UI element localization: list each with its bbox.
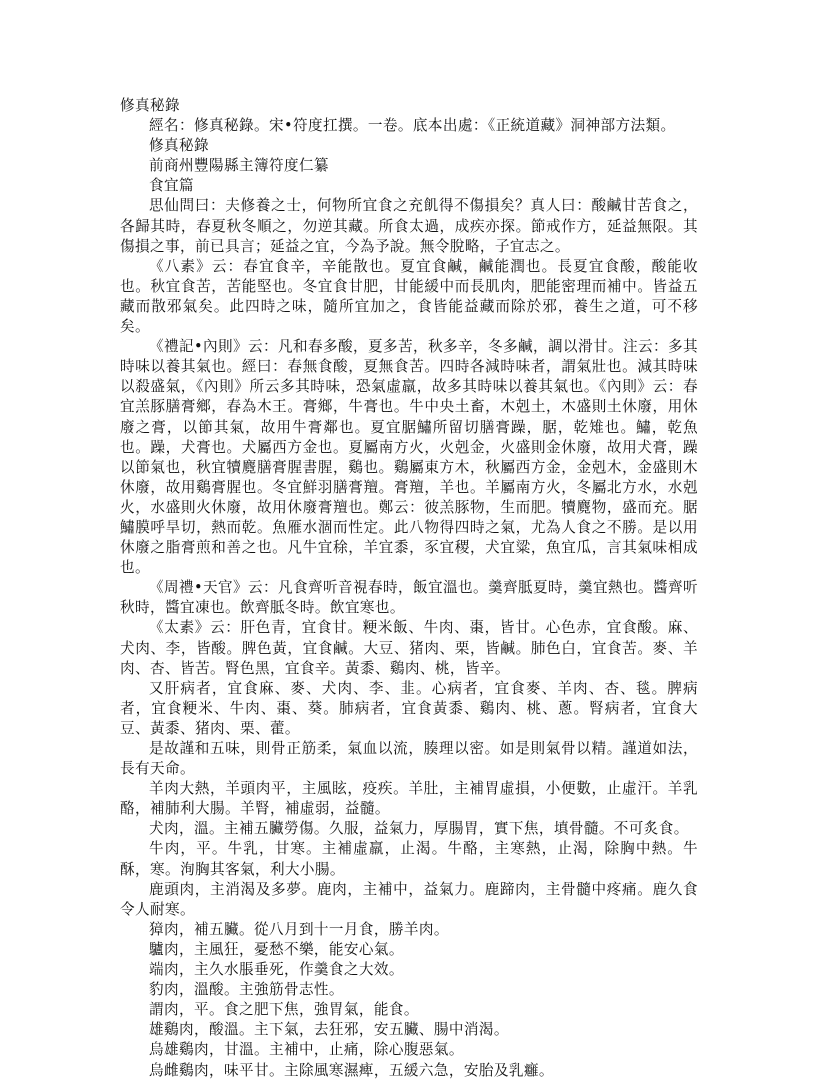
paragraph: 端肉，主久水脹垂死，作羹食之大效。: [149, 961, 404, 979]
paragraph: 鹿頭肉，主消渴及多夢。鹿肉，主補中，益氣力。鹿蹄肉，主骨髓中疼痛。鹿久食令人耐寒。: [120, 880, 698, 918]
paragraph: 豹肉，溫酸。主強筋骨志性。: [149, 981, 344, 999]
paragraph: 《太素》云：肝色青，宜食甘。粳米飯、牛肉、棗，皆甘。心色赤，宜食酸。麻、犬肉、李，皆酸。脾色黃，宜食鹹。大豆、猪肉、栗，皆鹹。肺色白，宜食苦。麥、羊肉、杏、皆苦。腎色黑，宜食辛。黃黍、鷄肉、桃，皆辛。: [120, 619, 698, 677]
paragraph: 思仙問曰：夫修養之士，何物所宜食之充飢得不傷損矣？真人曰：酸鹹甘苦食之，各歸其時，春夏秋冬順之，勿逆其藏。所食太過，成疾亦探。節戒作方，延益無限。其傷損之事，前已具言；延益之宜，今為予說。無令脫略，子宜志之。: [120, 197, 698, 255]
paragraph: 又肝病者，宜食麻、麥、犬肉、李、韭。心病者，宜食麥、羊肉、杏、毯。脾病者，宜食粳米、牛肉、棗、葵。肺病者，宜食黃黍、鷄肉、桃、蔥。腎病者，宜食大豆、黃黍、猪肉、栗、藿。: [120, 679, 698, 737]
paragraph: 驢肉，主風狂，憂愁不樂，能安心氣。: [149, 940, 404, 958]
paragraph: 謂肉，平。食之肥下焦，強胃氣，能食。: [149, 1001, 419, 1019]
paragraph: 《八素》云：春宜食辛，辛能散也。夏宜食鹹，鹹能潤也。長夏宜食酸，酸能收也。秋宜食苦，苦能堅也。冬宜食甘肥，甘能緩中而長肌肉，肥能密理而補中。皆益五藏而散邪氣矣。此四時之味，隨所宜加之，食皆能益藏而除於邪，養生之道，可不移矣。: [120, 257, 698, 336]
compiler-line: 前商州豐陽縣主簿符度仁纂: [149, 157, 329, 175]
book-title-line: 修真秘錄: [149, 137, 209, 155]
document-page: [120, 96, 698, 1081]
scripture-info-line: 經名：修真秘錄。宋•符度扛撰。一卷。底本出處：《正統道藏》洞神部方法類。: [149, 117, 676, 135]
paragraph: 是故謹和五味，則骨正筋柔，氣血以流，腠理以密。如是則氣骨以精。謹道如法，長有天命。: [120, 740, 698, 778]
paragraph: 《禮記•內則》云：凡和春多酸，夏多苦，秋多辛，冬多鹹，調以滑甘。注云：多其時味以養其氣也。經曰：春無食酸，夏無食苦。四時各減時味者，謂氣壯也。減其時味以殺盛氣，《內則》所云多其時味，恐氣虛羸，故多其時味以養其氣也。《內則》云：春宜羔豚膳膏鄉，春為木王。膏鄉，牛膏也。牛中央土畜，木剋土，木盛則土休廢，用休廢之膏，以節其氣，故用牛膏鄰也。夏宜腒鱐所留切膳膏躁，腒，乾雉也。鱐，乾魚也。躁，犬膏也。犬屬西方金也。夏屬南方火，火剋金，火盛則金休廢，故用犬膏，躁以節氣也，秋宜犢麑膳膏腥書腥，鷄也。鷄屬東方木，秋屬西方金，金剋木，金盛則木休廢，故用鷄膏腥也。冬宜鮮羽膳膏羶。膏羶，羊也。羊屬南方火，冬屬北方水，水剋火，水盛則火休廢，故用休廢膏羶也。鄭云：彼羔豚物，生而肥。犢麑物，盛而充。腒鱐膜呼旱切，熱而乾。魚雁水涸而性定。此八物得四時之氣，尤為人食之不勝。是以用休廢之脂膏煎和善之也。凡牛宜稌，羊宜黍，豕宜稷，犬宜粱，魚宜瓜，言其氣味相成也。: [120, 338, 698, 577]
paragraph: 雄鷄肉，酸溫。主下氣，去狂邪，安五臟、腸中消渴。: [149, 1021, 509, 1039]
paragraph: 犬肉，溫。主補五臟勞傷。久服，益氣力，厚腸胃，實下焦，填骨髓。不可炙食。: [149, 820, 689, 838]
paragraph: 烏雌鷄肉，味平甘。主除風寒濕痺，五緩六急，安胎及乳癰。: [149, 1061, 554, 1079]
paragraph: 羊肉大熱，羊頭肉平，主風眩，疫疾。羊肚，主補胃虛損，小便數，止虛汗。羊乳酪，補肺利大腸。羊腎，補虛弱，益髓。: [120, 780, 698, 818]
paragraph: 《周禮•天官》云：凡食齊听音視春時，飯宜溫也。羹齊胝夏時，羹宜熱也。醬齊听秋時，醬宜凍也。飲齊胝冬時。飲宜寒也。: [120, 579, 698, 617]
paragraph: 獐肉，補五臟。從八月到十一月食，勝羊肉。: [149, 920, 449, 938]
paragraph: 烏雄鷄肉，甘溫。主補中，止痛，除心腹惡氣。: [149, 1041, 464, 1059]
document-title: 修真秘錄: [120, 97, 180, 114]
chapter-heading: 食宜篇: [149, 177, 194, 195]
paragraph: 牛肉，平。牛乳，甘寒。主補虛羸，止渴。牛酪，主寒熱，止渴，除胸中熱。牛酥，寒。洵胸其客氣，利大小腸。: [120, 840, 698, 878]
